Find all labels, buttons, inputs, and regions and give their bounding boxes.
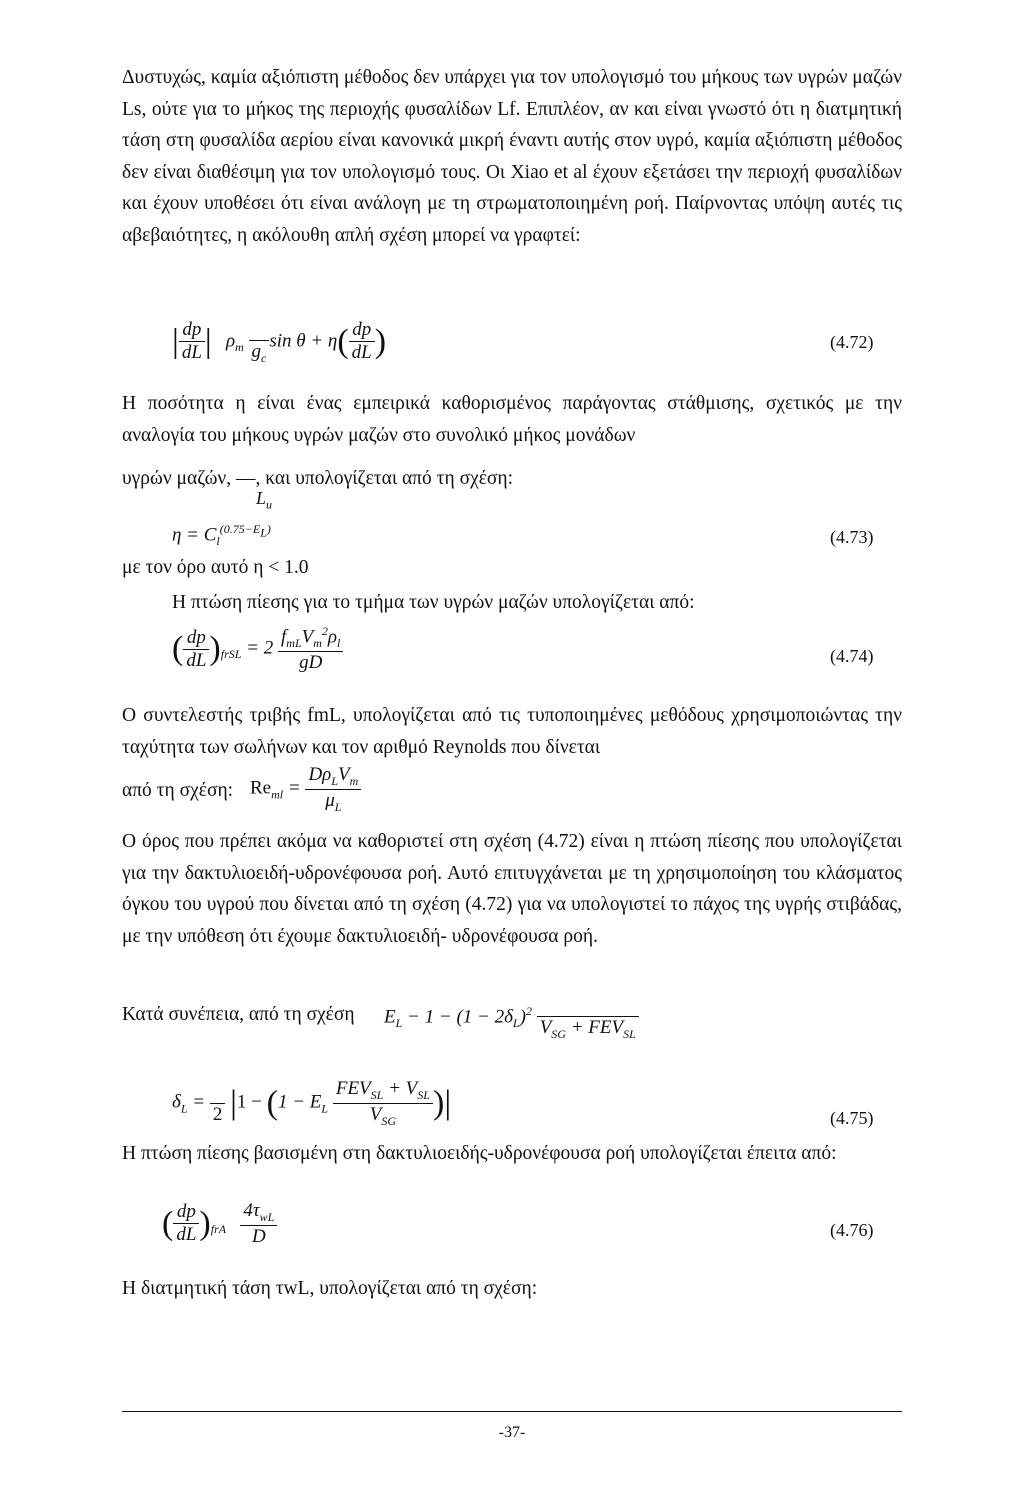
equation-number-4-75: (4.75)	[830, 1108, 874, 1128]
page-number: -37-	[498, 1424, 526, 1441]
equation-number-4-72: (4.72)	[830, 332, 874, 352]
equation-4-74: ( $\frac{dp}{dL}$ )$_{frSL} = 2$ $\frac{f_{mL}V_m^2\rho_l}{gD}$	[172, 624, 343, 674]
paragraph-reynolds-intro: από τη σχέση:	[122, 780, 234, 801]
equation-4-72: | $\frac{dp}{dL}$ | $\rho_m$ $g_c$ sin θ + η( $\frac{dp}{dL}$ )	[172, 319, 387, 365]
paragraph-annular-pressure: Η πτώση πίεσης βασισμένη στη δακτυλιοειδής-υδρονέφουσα ροή υπολογίζεται έπειτα από:	[122, 1143, 837, 1164]
paragraph-eta: Η ποσότητα η είναι ένας εμπειρικά καθορισμένος παράγοντας στάθμισης, σχετικός με την αναλογία του μήκους υγρών μαζών στο συνολικό μήκος μονάδων	[122, 393, 902, 446]
equation-number-4-76: (4.76)	[830, 1220, 874, 1240]
paragraph-intro: Δυστυχώς, καμία αξιόπιστη μέθοδος δεν υπάρχει για τον υπολογισμό του μήκους των υγρών μαζών Ls, ούτε για το μήκος της περιοχής φυσαλίδων Lf. Επιπλέον, αν και είναι γνωστό ότι η διατμητική τάση στη φυσαλίδα αερίου είναι κανονικά μικρή έναντι αυτής στον υγρό, καμία αξιόπιστη μέθοδος δεν είναι διαθέσιμη για τον υπολογισμό τους. Οι Xiao et al έχουν εξετάσει την περιοχή φυσαλίδων και έχουν υποθέσει ότι είναι ανάλογη με τη στρωματοποιημένη ροή. Παίρνοντας υπόψη αυτές τις αβεβαιότητες, η ακόλουθη απλή σχέση μπορεί να γραφτεί:	[122, 67, 902, 246]
equation-4-75: $\delta_L$ = 2 $|1 - (1 - E_L$ $\frac{FEV_{SL} + V_{SL}}{V_{SG}}$ )|	[172, 1078, 452, 1128]
equation-lu: $L_u$	[256, 488, 273, 512]
paragraph-slug-pressure: Η πτώση πίεσης για το τμήμα των υγρών μαζών υπολογίζεται από:	[172, 592, 695, 613]
footer-rule	[122, 1411, 902, 1412]
equation-number-4-73: (4.73)	[830, 527, 874, 547]
equation-4-76: ( $\frac{dp}{dL}$ )$_{frA}$ $\frac{4\tau_{wL}}{D}$	[162, 1200, 277, 1248]
paragraph-eta-continued: υγρών μαζών, —, και υπολογίζεται από τη σχέση:	[122, 468, 514, 489]
paragraph-consequently: Κατά συνέπεια, από τη σχέση	[122, 1004, 355, 1025]
equation-reynolds: $Re_{ml}$ = $\frac{D\rho_LV_m}{\mu_L}$	[250, 764, 361, 815]
paragraph-annular-mist: Ο όρος που πρέπει ακόμα να καθοριστεί στη σχέση (4.72) είναι η πτώση πίεσης που υπολογίζεται για την δακτυλιοειδή-υδρονέφουσα ροή. Αυτό επιτυγχάνεται με τη χρησιμοποίηση του κλάσματος όγκου του υγρού που δίνεται από τη σχέση (4.72) για να υπολογιστεί το πάχος της υγρής στιβάδας, με την υπόθεση ότι έχουμε δακτυλιοειδή- υδρονέφουσα ροή.	[122, 831, 902, 947]
equation-4-73: $\eta = C_l^{(0.75-E_L)}$	[172, 522, 271, 549]
paragraph-friction-factor: Ο συντελεστής τριβής fmL, υπολογίζεται από τις τυποποιημένες μεθόδους χρησιμοποιώντας την ταχύτητα των σωλήνων και τον αριθμό Reynolds που δίνεται	[122, 705, 902, 758]
equation-el: $E_L - 1 - (1 - 2\delta_L)^2$ $V_{SG} + FEV_{SL}$	[384, 994, 639, 1042]
equation-number-4-74: (4.74)	[830, 646, 874, 666]
paragraph-shear-stress: Η διατμητική τάση τwL, υπολογίζεται από τη σχέση:	[122, 1278, 538, 1299]
paragraph-eta-condition: με τον όρο αυτό η < 1.0	[122, 557, 309, 578]
